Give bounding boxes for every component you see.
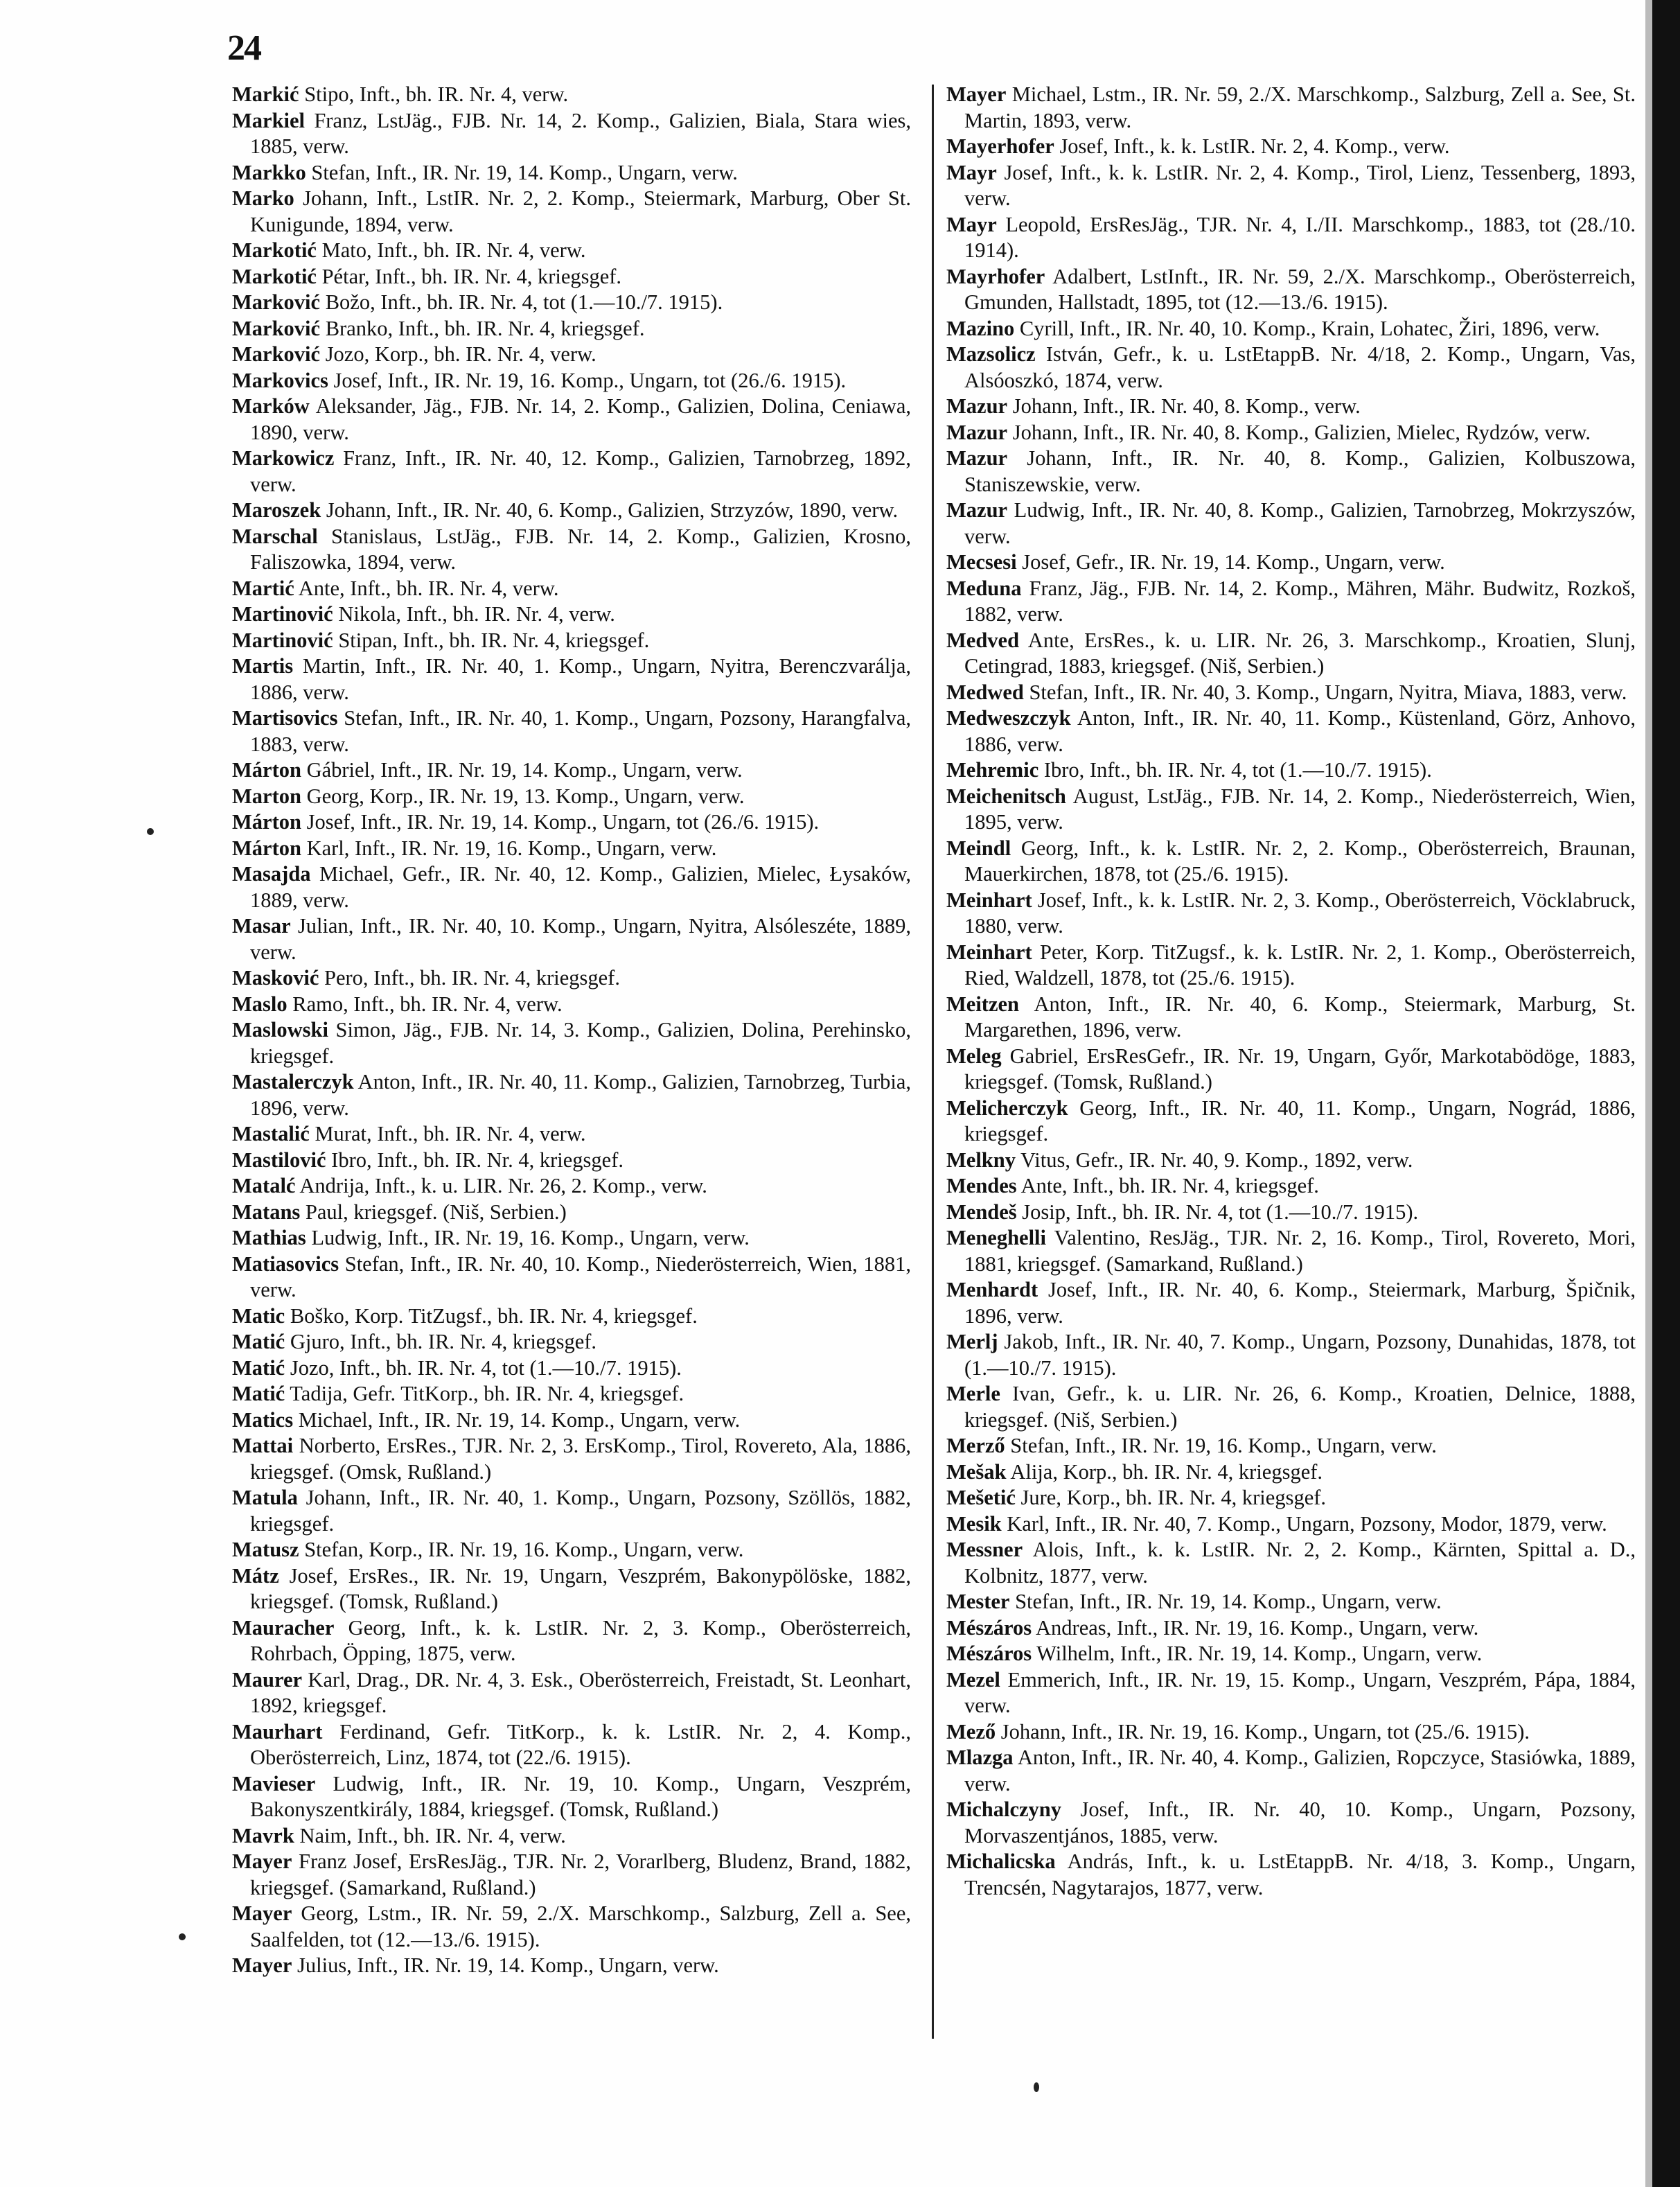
page-edge	[1652, 0, 1680, 2187]
entry-surname: Marković	[232, 342, 321, 366]
register-entry	[946, 1719, 1636, 1746]
entry-details: Pétar, Inft., bh. IR. Nr. 4, kriegsgef.	[316, 264, 622, 288]
register-entry	[946, 498, 1636, 550]
entry-surname: Mavrk	[232, 1823, 294, 1847]
entry-surname: Mastilović	[232, 1148, 326, 1172]
entry-surname: Matula	[232, 1486, 298, 1509]
register-entry	[946, 680, 1636, 706]
entry-details: Ibro, Inft., bh. IR. Nr. 4, kriegsgef.	[326, 1148, 624, 1172]
register-entry	[946, 316, 1636, 342]
entry-surname: Mayerhofer	[946, 134, 1054, 158]
register-entry	[232, 238, 911, 264]
register-entry	[232, 1953, 911, 1979]
register-entry	[232, 1017, 911, 1069]
entry-surname: Mendes	[946, 1174, 1017, 1197]
entry-surname: Mayer	[946, 82, 1007, 106]
entry-details: Jozo, Inft., bh. IR. Nr. 4, tot (1.—10./7. 1915).	[285, 1355, 682, 1380]
entry-surname: Medwed	[946, 680, 1024, 704]
entry-details: Michael, Inft., IR. Nr. 19, 14. Komp., Ungarn, verw.	[293, 1407, 741, 1432]
entry-surname: Mazur	[946, 498, 1008, 522]
entry-surname: Meichenitsch	[946, 784, 1066, 808]
entry-surname: Markovics	[232, 368, 328, 392]
entry-surname: Mazur	[946, 446, 1008, 470]
register-entry	[946, 1433, 1636, 1459]
register-entry	[946, 420, 1636, 446]
register-entry	[232, 784, 911, 810]
entry-details: Johann, Inft., IR. Nr. 40, 1. Komp., Ungarn, Pozsony, Szöllös, 1882, kriegsgef.	[250, 1486, 911, 1536]
register-entry	[946, 1615, 1636, 1642]
entry-details: Emmerich, Inft., IR. Nr. 19, 15. Komp., Ungarn, Veszprém, Pápa, 1884, verw.	[964, 1667, 1636, 1717]
register-entry	[232, 446, 911, 498]
entry-details: Ante, Inft., bh. IR. Nr. 4, verw.	[294, 576, 559, 600]
entry-surname: Matiasovics	[232, 1251, 339, 1276]
register-entry	[232, 316, 911, 342]
entry-surname: Maurhart	[232, 1719, 323, 1744]
entry-surname: Martinović	[232, 602, 333, 626]
entry-details: Franz, Jäg., FJB. Nr. 14, 2. Komp., Mähren, Mähr. Budwitz, Rozkoš, 1882, verw.	[964, 576, 1636, 626]
entry-details: Norberto, ErsRes., TJR. Nr. 2, 3. ErsKomp., Tirol, Rovereto, Ala, 1886, kriegsgef. (Omsk, Rußland.)	[250, 1434, 911, 1484]
entry-details: Jozo, Korp., bh. IR. Nr. 4, verw.	[320, 342, 596, 366]
entry-details: Franz, Inft., IR. Nr. 40, 12. Komp., Galizien, Tarnobrzeg, 1892, verw.	[250, 446, 911, 496]
entry-details: Julius, Inft., IR. Nr. 19, 14. Komp., Ungarn, verw.	[292, 1953, 719, 1977]
entry-surname: Mayer	[232, 1953, 292, 1977]
column-divider	[932, 85, 934, 2039]
entry-surname: Mayr	[946, 160, 997, 184]
entry-surname: Meleg	[946, 1044, 1002, 1068]
entry-details: Stefan, Korp., IR. Nr. 19, 16. Komp., Ungarn, verw.	[299, 1538, 744, 1561]
entry-details: András, Inft., k. u. LstEtappB. Nr. 4/18, 3. Komp., Ungarn, Trencsén, Nagytarajos, 1877, verw.	[964, 1850, 1636, 1899]
register-entry	[232, 108, 911, 160]
entry-surname: Markiel	[232, 108, 306, 132]
entry-details: Anton, Inft., IR. Nr. 40, 4. Komp., Galizien, Ropczyce, Stasiówka, 1889, verw.	[964, 1746, 1636, 1795]
entry-details: Boško, Korp. TitZugsf., bh. IR. Nr. 4, kriegsgef.	[285, 1303, 698, 1328]
entry-surname: Markić	[232, 82, 299, 106]
entry-details: Gjuro, Inft., bh. IR. Nr. 4, kriegsgef.	[285, 1330, 597, 1353]
entry-surname: Matans	[232, 1200, 301, 1224]
entry-details: Stefan, Inft., IR. Nr. 40, 1. Komp., Ungarn, Pozsony, Harangfalva, 1883, verw.	[250, 706, 911, 756]
entry-details: Georg, Korp., IR. Nr. 19, 13. Komp., Ungarn, verw.	[301, 784, 745, 808]
register-entry	[232, 576, 911, 602]
entry-surname: Merző	[946, 1434, 1005, 1457]
entry-details: Georg, Inft., IR. Nr. 40, 11. Komp., Ungarn, Nográd, 1886, kriegsgef.	[964, 1096, 1636, 1145]
entry-surname: Márton	[232, 810, 301, 834]
register-entry	[232, 1329, 911, 1355]
register-entry	[946, 394, 1636, 420]
entry-details: Stanislaus, LstJäg., FJB. Nr. 14, 2. Komp., Galizien, Krosno, Faliszowka, 1894, verw.	[250, 524, 911, 574]
entry-surname: Merle	[946, 1382, 1000, 1405]
register-entry	[232, 1901, 911, 1953]
register-entry	[232, 290, 911, 316]
entry-details: Murat, Inft., bh. IR. Nr. 4, verw.	[309, 1122, 586, 1145]
entry-details: Simon, Jäg., FJB. Nr. 14, 3. Komp., Galizien, Dolina, Perehinsko, kriegsgef.	[250, 1018, 911, 1068]
entry-details: Josef, Gefr., IR. Nr. 19, 14. Komp., Ungarn, verw.	[1016, 550, 1445, 574]
entry-details: Ante, Inft., bh. IR. Nr. 4, kriegsgef.	[1016, 1174, 1319, 1197]
entry-surname: Martisovics	[232, 706, 338, 730]
entry-surname: Menhardt	[946, 1278, 1038, 1301]
register-entry	[946, 1667, 1636, 1719]
entry-surname: Medved	[946, 628, 1020, 652]
register-entry	[232, 705, 911, 757]
entry-surname: Markotić	[232, 238, 317, 262]
entry-details: Ivan, Gefr., k. u. LIR. Nr. 26, 6. Komp., Kroatien, Delnice, 1888, kriegsgef. (Niš, Serbien.)	[964, 1382, 1636, 1432]
register-entry	[946, 1173, 1636, 1200]
register-entry	[232, 368, 911, 394]
entry-details: Ludwig, Inft., IR. Nr. 19, 16. Komp., Ungarn, verw.	[306, 1226, 750, 1249]
entry-surname: Mattai	[232, 1434, 294, 1457]
register-entry	[232, 1251, 911, 1303]
entry-details: Andreas, Inft., IR. Nr. 19, 16. Komp., Ungarn, verw.	[1032, 1615, 1479, 1640]
register-entry	[232, 1563, 911, 1615]
entry-details: Vitus, Gefr., IR. Nr. 40, 9. Komp., 1892, verw.	[1015, 1148, 1413, 1172]
entry-details: Nikola, Inft., bh. IR. Nr. 4, verw.	[333, 602, 615, 626]
register-entry	[946, 1148, 1636, 1174]
entry-surname: Martis	[232, 654, 294, 678]
entry-details: Peter, Korp. TitZugsf., k. k. LstIR. Nr. 2, 1. Komp., Oberösterreich, Ried, Waldzell, 1878, tot (25./6. 1915).	[964, 940, 1636, 990]
register-entry	[232, 498, 911, 524]
register-entry	[946, 1485, 1636, 1511]
register-entry	[232, 1381, 911, 1407]
register-entry	[232, 601, 911, 628]
register-entry	[946, 1849, 1636, 1901]
entry-surname: Mátz	[232, 1563, 279, 1588]
register-entry	[946, 342, 1636, 394]
entry-details: Josef, Inft., IR. Nr. 40, 10. Komp., Ungarn, Pozsony, Morvaszentjános, 1885, verw.	[964, 1798, 1636, 1847]
entry-surname: Markotić	[232, 264, 317, 288]
entry-details: Branko, Inft., bh. IR. Nr. 4, kriegsgef.	[320, 316, 645, 340]
register-entry	[232, 653, 911, 705]
entry-surname: Meitzen	[946, 992, 1019, 1016]
entry-surname: Mayr	[946, 212, 997, 236]
entry-details: Andrija, Inft., k. u. LIR. Nr. 26, 2. Komp., verw.	[295, 1174, 707, 1197]
register-entry	[946, 757, 1636, 784]
register-entry	[946, 1044, 1636, 1096]
entry-surname: Matić	[232, 1382, 285, 1405]
entry-surname: Matić	[232, 1355, 285, 1380]
entry-surname: Marko	[232, 186, 294, 210]
entry-surname: Mendeš	[946, 1200, 1017, 1224]
entry-surname: Mauracher	[232, 1615, 335, 1640]
entry-details: Michael, Gefr., IR. Nr. 40, 12. Komp., Galizien, Mielec, Łysaków, 1889, verw.	[250, 862, 911, 912]
entry-details: Pero, Inft., bh. IR. Nr. 4, kriegsgef.	[319, 966, 620, 990]
register-entry	[946, 836, 1636, 888]
entry-details: Stefan, Inft., IR. Nr. 19, 16. Komp., Ungarn, verw.	[1005, 1434, 1437, 1457]
entry-surname: Matalć	[232, 1174, 296, 1197]
register-entry	[946, 992, 1636, 1044]
entry-surname: Masar	[232, 914, 291, 938]
entry-surname: Melicherczyk	[946, 1096, 1068, 1120]
print-speck	[1034, 2082, 1039, 2092]
entry-details: Stefan, Inft., IR. Nr. 19, 14. Komp., Ungarn, verw.	[1009, 1590, 1442, 1613]
entry-surname: Mecsesi	[946, 550, 1017, 574]
entry-surname: Mastalić	[232, 1122, 310, 1145]
entry-surname: Marton	[232, 784, 301, 808]
entry-surname: Meindl	[946, 836, 1011, 860]
entry-details: Leopold, ErsResJäg., TJR. Nr. 4, I./II. Marschkomp., 1883, tot (28./10. 1914).	[964, 212, 1636, 262]
entry-surname: Medweszczyk	[946, 706, 1071, 730]
entry-surname: Meinhart	[946, 888, 1032, 912]
entry-details: Ferdinand, Gefr. TitKorp., k. k. LstIR. Nr. 2, 4. Komp., Oberösterreich, Linz, 1874, tot (22./6. 1915).	[250, 1719, 911, 1769]
register-entry	[946, 1096, 1636, 1148]
entry-details: Josef, Inft., IR. Nr. 19, 14. Komp., Ungarn, tot (26./6. 1915).	[301, 810, 820, 834]
page-number: 24	[227, 28, 260, 68]
right-column	[946, 82, 1636, 1901]
entry-details: Julian, Inft., IR. Nr. 40, 10. Komp., Ungarn, Nyitra, Alsóleszéte, 1889, verw.	[250, 914, 911, 964]
entry-details: Aleksander, Jäg., FJB. Nr. 14, 2. Komp., Galizien, Dolina, Ceniawa, 1890, verw.	[250, 394, 911, 444]
entry-surname: Mešak	[946, 1459, 1007, 1484]
entry-surname: Melkny	[946, 1148, 1016, 1172]
register-entry	[232, 1121, 911, 1148]
register-entry	[946, 576, 1636, 628]
entry-details: Adalbert, LstInft., IR. Nr. 59, 2./X. Marschkomp., Oberösterreich, Gmunden, Hallstadt, 1895, tot (12.—13./6. 1915).	[964, 264, 1636, 314]
entry-details: Gabriel, ErsResGefr., IR. Nr. 19, Ungarn, Győr, Markotabödöge, 1883, kriegsgef. (Tomsk, Rußland.)	[964, 1044, 1636, 1094]
register-entry	[232, 1173, 911, 1200]
entry-surname: Marković	[232, 290, 321, 314]
entry-surname: Mayer	[232, 1850, 292, 1873]
register-entry	[946, 1381, 1636, 1433]
left-column	[232, 82, 911, 1979]
entry-surname: Maroszek	[232, 498, 321, 522]
register-entry	[946, 212, 1636, 264]
entry-surname: Martić	[232, 576, 294, 600]
entry-surname: Mayrhofer	[946, 264, 1045, 288]
entry-details: Michael, Lstm., IR. Nr. 59, 2./X. Marschkomp., Salzburg, Zell a. See, St. Martin, 1893, verw.	[964, 82, 1636, 132]
entry-surname: Mesik	[946, 1511, 1002, 1536]
register-entry	[946, 705, 1636, 757]
entry-surname: Michalicska	[946, 1850, 1056, 1873]
entry-details: Valentino, ResJäg., TJR. Nr. 2, 16. Komp., Tirol, Rovereto, Mori, 1881, kriegsgef. (Samarkand, Rußland.)	[964, 1226, 1636, 1276]
register-entry	[232, 809, 911, 836]
register-entry	[232, 1148, 911, 1174]
register-entry	[946, 1797, 1636, 1849]
entry-details: Anton, Inft., IR. Nr. 40, 6. Komp., Steiermark, Marburg, St. Margarethen, 1896, verw.	[964, 992, 1636, 1042]
register-entry	[232, 1069, 911, 1121]
entry-details: Anton, Inft., IR. Nr. 40, 11. Komp., Galizien, Tarnobrzeg, Turbia, 1896, verw.	[250, 1070, 911, 1120]
entry-details: Anton, Inft., IR. Nr. 40, 11. Komp., Küstenland, Görz, Anhovo, 1886, verw.	[964, 706, 1636, 756]
register-entry	[232, 1667, 911, 1719]
entry-details: Stipan, Inft., bh. IR. Nr. 4, kriegsgef.	[333, 628, 650, 652]
register-entry	[946, 82, 1636, 134]
entry-surname: Mészáros	[946, 1615, 1032, 1640]
entry-surname: Michalczyny	[946, 1798, 1062, 1821]
entry-details: Paul, kriegsgef. (Niš, Serbien.)	[300, 1200, 567, 1224]
register-entry	[232, 394, 911, 446]
entry-surname: Mlazga	[946, 1746, 1014, 1769]
register-entry	[232, 160, 911, 186]
register-entry	[232, 1849, 911, 1901]
register-entry	[946, 628, 1636, 680]
entry-surname: Mezel	[946, 1667, 1000, 1692]
register-entry	[232, 1225, 911, 1251]
entry-details: Tadija, Gefr. TitKorp., bh. IR. Nr. 4, kriegsgef.	[285, 1382, 684, 1405]
register-entry	[232, 186, 911, 238]
register-entry	[232, 524, 911, 576]
entry-details: Stipo, Inft., bh. IR. Nr. 4, verw.	[299, 82, 569, 106]
register-entry	[232, 264, 911, 290]
register-entry	[232, 1823, 911, 1850]
entry-surname: Maslo	[232, 992, 288, 1016]
register-entry	[946, 1537, 1636, 1589]
entry-surname: Matusz	[232, 1538, 299, 1561]
register-entry	[946, 1459, 1636, 1486]
entry-details: Ludwig, Inft., IR. Nr. 19, 10. Komp., Ungarn, Veszprém, Bakonyszentkirály, 1884, kriegsgef. (Tomsk, Rußland.)	[250, 1771, 911, 1821]
entry-details: Georg, Inft., k. k. LstIR. Nr. 2, 2. Komp., Oberösterreich, Braunan, Mauerkirchen, 1878, tot (25./6. 1915).	[964, 836, 1636, 886]
register-entry	[232, 1303, 911, 1330]
entry-surname: Messner	[946, 1538, 1023, 1561]
entry-details: Naim, Inft., bh. IR. Nr. 4, verw.	[294, 1823, 566, 1847]
register-entry	[232, 1485, 911, 1537]
register-entry	[946, 1511, 1636, 1538]
register-entry	[232, 965, 911, 992]
register-entry	[232, 861, 911, 913]
entry-details: Božo, Inft., bh. IR. Nr. 4, tot (1.—10./7. 1915).	[320, 290, 723, 314]
register-entry	[232, 82, 911, 108]
entry-surname: Maslowski	[232, 1018, 328, 1042]
register-entry	[946, 1641, 1636, 1667]
register-entry	[946, 446, 1636, 498]
entry-surname: Masajda	[232, 862, 311, 886]
register-entry	[946, 940, 1636, 992]
entry-details: Ramo, Inft., bh. IR. Nr. 4, verw.	[287, 992, 563, 1016]
entry-details: Johann, Inft., LstIR. Nr. 2, 2. Komp., Steiermark, Marburg, Ober St. Kunigunde, 1894, verw.	[250, 186, 911, 236]
entry-details: Ante, ErsRes., k. u. LIR. Nr. 26, 3. Marschkomp., Kroatien, Slunj, Cetingrad, 1883, kriegsgef. (Niš, Serbien.)	[964, 628, 1636, 678]
entry-surname: Matics	[232, 1407, 294, 1432]
entry-details: Josef, Inft., IR. Nr. 40, 6. Komp., Steiermark, Marburg, Špičnik, 1896, verw.	[964, 1278, 1636, 1328]
entry-details: Josip, Inft., bh. IR. Nr. 4, tot (1.—10./7. 1915).	[1016, 1200, 1419, 1224]
entry-surname: Markowicz	[232, 446, 335, 470]
entry-surname: Meduna	[946, 576, 1022, 600]
entry-details: Josef, Inft., IR. Nr. 19, 16. Komp., Ungarn, tot (26./6. 1915).	[328, 368, 847, 392]
entry-details: Jure, Korp., bh. IR. Nr. 4, kriegsgef.	[1015, 1486, 1327, 1509]
register-entry	[232, 1433, 911, 1485]
register-entry	[946, 550, 1636, 576]
register-entry	[946, 784, 1636, 836]
print-speck	[179, 1933, 186, 1940]
entry-details: Georg, Inft., k. k. LstIR. Nr. 2, 3. Komp., Oberösterreich, Rohrbach, Öpping, 1875, verw.	[250, 1615, 911, 1665]
entry-details: Ludwig, Inft., IR. Nr. 40, 8. Komp., Galizien, Tarnobrzeg, Mokrzyszów, verw.	[964, 498, 1636, 548]
register-entry	[232, 836, 911, 862]
entry-details: Johann, Inft., IR. Nr. 40, 8. Komp., Galizien, Kolbuszowa, Staniszewskie, verw.	[964, 446, 1636, 496]
entry-surname: Mazur	[946, 420, 1008, 444]
entry-details: Josef, Inft., k. k. LstIR. Nr. 2, 4. Komp., Tirol, Lienz, Tessenberg, 1893, verw.	[964, 160, 1636, 210]
register-entry	[232, 1719, 911, 1771]
register-entry	[232, 1200, 911, 1226]
entry-details: Josef, Inft., k. k. LstIR. Nr. 2, 4. Komp., verw.	[1054, 134, 1450, 158]
entry-details: August, LstJäg., FJB. Nr. 14, 2. Komp., Niederösterreich, Wien, 1895, verw.	[964, 784, 1636, 834]
entry-surname: Marschal	[232, 524, 318, 548]
entry-details: Stefan, Inft., IR. Nr. 19, 14. Komp., Ungarn, verw.	[306, 160, 738, 184]
entry-details: Karl, Inft., IR. Nr. 19, 16. Komp., Ungarn, verw.	[301, 836, 717, 860]
entry-details: Stefan, Inft., IR. Nr. 40, 10. Komp., Niederösterreich, Wien, 1881, verw.	[250, 1251, 911, 1301]
entry-details: Gábriel, Inft., IR. Nr. 19, 14. Komp., Ungarn, verw.	[301, 758, 743, 782]
entry-details: Johann, Inft., IR. Nr. 40, 6. Komp., Galizien, Strzyzów, 1890, verw.	[321, 498, 899, 522]
entry-surname: Mehremic	[946, 758, 1039, 782]
entry-surname: Meinhart	[946, 940, 1032, 964]
entry-surname: Mavieser	[232, 1771, 316, 1795]
entry-surname: Matic	[232, 1303, 285, 1328]
entry-surname: Matić	[232, 1330, 285, 1353]
register-entry	[232, 1771, 911, 1823]
register-entry	[946, 160, 1636, 212]
register-entry	[946, 1200, 1636, 1226]
entry-details: Ibro, Inft., bh. IR. Nr. 4, tot (1.—10./7. 1915).	[1038, 758, 1432, 782]
entry-details: Cyrill, Inft., IR. Nr. 40, 10. Komp., Krain, Lohatec, Žiri, 1896, verw.	[1014, 316, 1600, 340]
entry-details: Mato, Inft., bh. IR. Nr. 4, verw.	[316, 238, 586, 262]
register-entry	[232, 913, 911, 965]
register-entry	[232, 757, 911, 784]
print-speck	[147, 828, 154, 835]
entry-surname: Mazur	[946, 394, 1008, 418]
entry-surname: Meneghelli	[946, 1226, 1046, 1249]
register-entry	[946, 264, 1636, 316]
entry-surname: Mayer	[232, 1901, 292, 1925]
entry-surname: Markko	[232, 160, 306, 184]
register-entry	[946, 1745, 1636, 1797]
entry-details: Johann, Inft., IR. Nr. 40, 8. Komp., Galizien, Mielec, Rydzów, verw.	[1007, 420, 1591, 444]
entry-surname: Márton	[232, 758, 301, 782]
entry-details: Josef, Inft., k. k. LstIR. Nr. 2, 3. Komp., Oberösterreich, Vöcklabruck, 1880, verw.	[964, 888, 1636, 938]
entry-details: Karl, Drag., DR. Nr. 4, 3. Esk., Oberösterreich, Freistadt, St. Leonhart, 1892, kriegsgef.	[250, 1667, 911, 1717]
entry-surname: Martinović	[232, 628, 333, 652]
register-entry	[232, 1615, 911, 1667]
entry-details: Johann, Inft., IR. Nr. 19, 16. Komp., Ungarn, tot (25./6. 1915).	[996, 1719, 1530, 1744]
entry-surname: Mazsolicz	[946, 342, 1036, 366]
entry-surname: Mező	[946, 1719, 996, 1744]
entry-surname: Mester	[946, 1590, 1010, 1613]
entry-details: Franz Josef, ErsResJäg., TJR. Nr. 2, Vorarlberg, Bludenz, Brand, 1882, kriegsgef. (Samarkand, Rußland.)	[250, 1850, 911, 1899]
register-entry	[946, 1225, 1636, 1277]
entry-surname: Masković	[232, 966, 319, 990]
register-entry	[946, 134, 1636, 160]
page-edge-shadow	[1645, 0, 1652, 2187]
entry-details: Karl, Inft., IR. Nr. 40, 7. Komp., Ungarn, Pozsony, Modor, 1879, verw.	[1001, 1511, 1607, 1536]
register-entry	[946, 1589, 1636, 1615]
register-entry	[946, 1329, 1636, 1381]
entry-surname: Mészáros	[946, 1642, 1032, 1665]
register-entry	[232, 342, 911, 368]
entry-surname: Mešetić	[946, 1486, 1016, 1509]
register-entry	[946, 1277, 1636, 1329]
entry-surname: Marków	[232, 394, 310, 418]
entry-surname: Mathias	[232, 1226, 306, 1249]
entry-surname: Mazino	[946, 316, 1015, 340]
entry-details: Stefan, Inft., IR. Nr. 40, 3. Komp., Ungarn, Nyitra, Miava, 1883, verw.	[1023, 680, 1627, 704]
entry-details: Johann, Inft., IR. Nr. 40, 8. Komp., verw.	[1007, 394, 1361, 418]
entry-details: Franz, LstJäg., FJB. Nr. 14, 2. Komp., Galizien, Biala, Stara wies, 1885, verw.	[250, 108, 911, 158]
entry-surname: Mastalerczyk	[232, 1070, 354, 1094]
entry-surname: Merlj	[946, 1330, 998, 1353]
entry-details: Alois, Inft., k. k. LstIR. Nr. 2, 2. Komp., Kärnten, Spittal a. D., Kolbnitz, 1877, verw.	[964, 1538, 1636, 1588]
register-entry	[232, 992, 911, 1018]
entry-details: Josef, ErsRes., IR. Nr. 19, Ungarn, Veszprém, Bakonypölöske, 1882, kriegsgef. (Tomsk, Rußland.)	[250, 1563, 911, 1613]
register-entry	[946, 888, 1636, 940]
entry-details: István, Gefr., k. u. LstEtappB. Nr. 4/18, 2. Komp., Ungarn, Vas, Alsóoszkó, 1874, verw.	[964, 342, 1636, 392]
entry-surname: Maurer	[232, 1667, 303, 1692]
entry-details: Georg, Lstm., IR. Nr. 59, 2./X. Marschkomp., Salzburg, Zell a. See, Saalfelden, tot (12.—13./6. 1915).	[250, 1901, 911, 1951]
register-entry	[232, 628, 911, 654]
register-entry	[232, 1537, 911, 1563]
register-entry	[232, 1407, 911, 1434]
entry-details: Wilhelm, Inft., IR. Nr. 19, 14. Komp., Ungarn, verw.	[1032, 1642, 1483, 1665]
entry-surname: Marković	[232, 316, 321, 340]
entry-details: Alija, Korp., bh. IR. Nr. 4, kriegsgef.	[1006, 1459, 1323, 1484]
register-entry	[232, 1355, 911, 1382]
entry-details: Martin, Inft., IR. Nr. 40, 1. Komp., Ungarn, Nyitra, Berenczvarálja, 1886, verw.	[250, 654, 911, 704]
entry-details: Jakob, Inft., IR. Nr. 40, 7. Komp., Ungarn, Pozsony, Dunahidas, 1878, tot (1.—10./7. 1915).	[964, 1330, 1636, 1380]
entry-surname: Márton	[232, 836, 301, 860]
